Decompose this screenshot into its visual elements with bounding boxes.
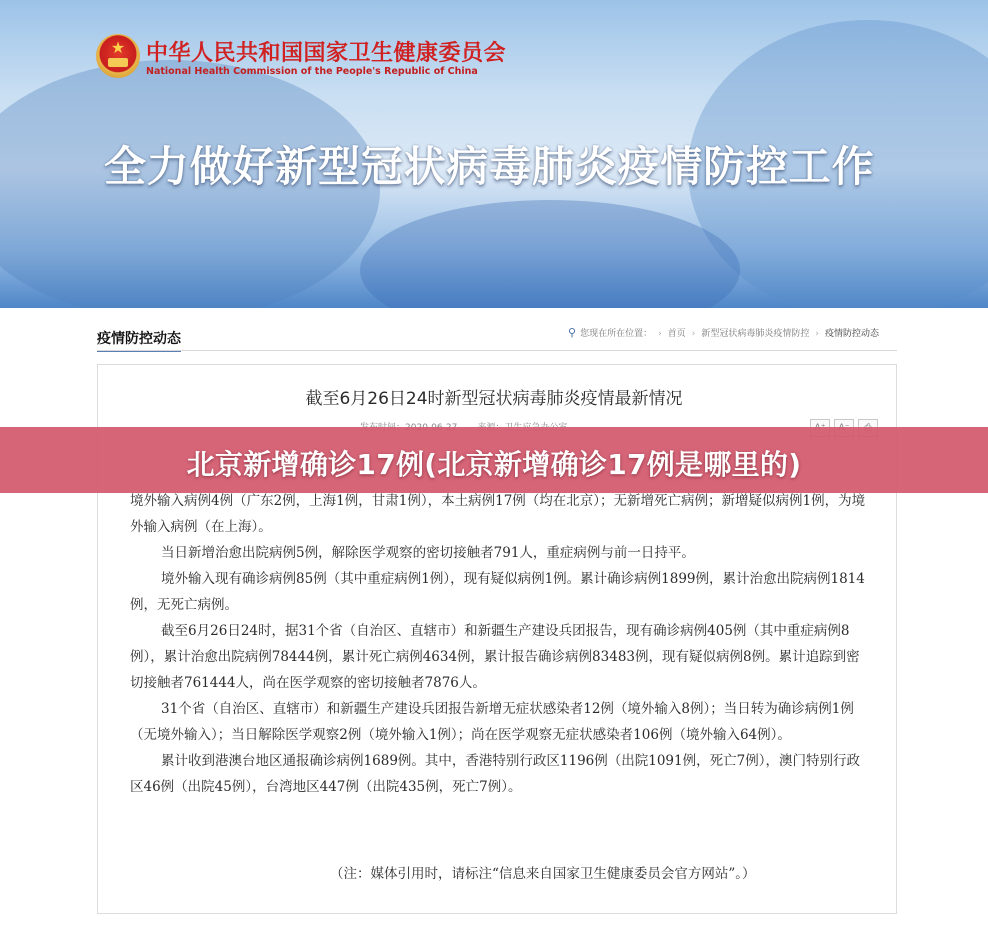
breadcrumb-separator: › xyxy=(815,329,819,339)
article-paragraph: 31个省（自治区、直辖市）和新疆生产建设兵团报告新增无症状感染者12例（境外输入8例）；当日转为确诊病例1例（无境外输入）；当日解除医学观察2例（境外输入1例）；尚在医学观察无症状感染者106例（境外输入64例）。 xyxy=(130,701,854,743)
breadcrumb-item-home[interactable]: 首页 xyxy=(667,329,686,339)
breadcrumb-prefix: 您现在所在位置： xyxy=(580,329,653,339)
overlay-title: 北京新增确诊17例(北京新增确诊17例是哪里的) xyxy=(186,448,802,481)
article-paragraph: 累计收到港澳台地区通报确诊病例1689例。其中，香港特别行政区1196例（出院1091例，死亡7例），澳门特别行政区46例（出院45例），台湾地区447例（出院435例，死亡7例）。 xyxy=(130,753,860,795)
org-name-english: National Health Commission of the People's Republic of China xyxy=(146,66,478,77)
section-divider xyxy=(97,350,897,351)
article-paragraph: 境外输入现有确诊病例85例（其中重症病例1例），现有疑似病例1例。累计确诊病例1899例，累计治愈出院病例1814例，无死亡病例。 xyxy=(130,571,865,613)
breadcrumb-item-current[interactable]: 疫情防控动态 xyxy=(824,329,879,339)
national-emblem-icon: ★ xyxy=(96,34,140,78)
banner-headline: 全力做好新型冠状病毒肺炎疫情防控工作 xyxy=(104,142,875,191)
org-name-chinese[interactable]: 中华人民共和国国家卫生健康委员会 xyxy=(146,41,507,66)
section-title[interactable]: 疫情防控动态 xyxy=(97,328,181,352)
media-citation-note: （注：媒体引用时，请标注“信息来自国家卫生健康委员会官方网站”。） xyxy=(330,866,756,882)
article-paragraph: 当日新增治愈出院病例5例，解除医学观察的密切接触者791人，重症病例与前一日持平。 xyxy=(161,545,695,561)
location-pin-icon: ⚲ xyxy=(568,326,577,339)
breadcrumb-separator: › xyxy=(691,329,696,339)
article-body xyxy=(130,488,870,800)
article-paragraph: 境外输入病例4例（广东2例，上海1例，甘肃1例），本土病例17例（均在北京）；无新增死亡病例；新增疑似病例1例，为境外输入病例（在上海）。 xyxy=(130,493,866,535)
article-paragraph: 截至6月26日24时，据31个省（自治区、直辖市）和新疆生产建设兵团报告，现有确诊病例405例（其中重症病例8例），累计治愈出院病例78444例，累计死亡病例4634例，累计报告确诊病例83483例，现有疑似病例8例。累计追踪到密切接触者761444人，尚在医学观察的密切接触者7876人。 xyxy=(130,623,860,691)
breadcrumb-item-covid[interactable]: 新型冠状病毒肺炎疫情防控 xyxy=(701,329,810,339)
breadcrumb xyxy=(568,326,879,339)
banner-background-shape xyxy=(360,200,740,308)
breadcrumb-separator: › xyxy=(658,329,662,339)
article-title: 截至6月26日24时新型冠状病毒肺炎疫情最新情况 xyxy=(305,389,683,409)
